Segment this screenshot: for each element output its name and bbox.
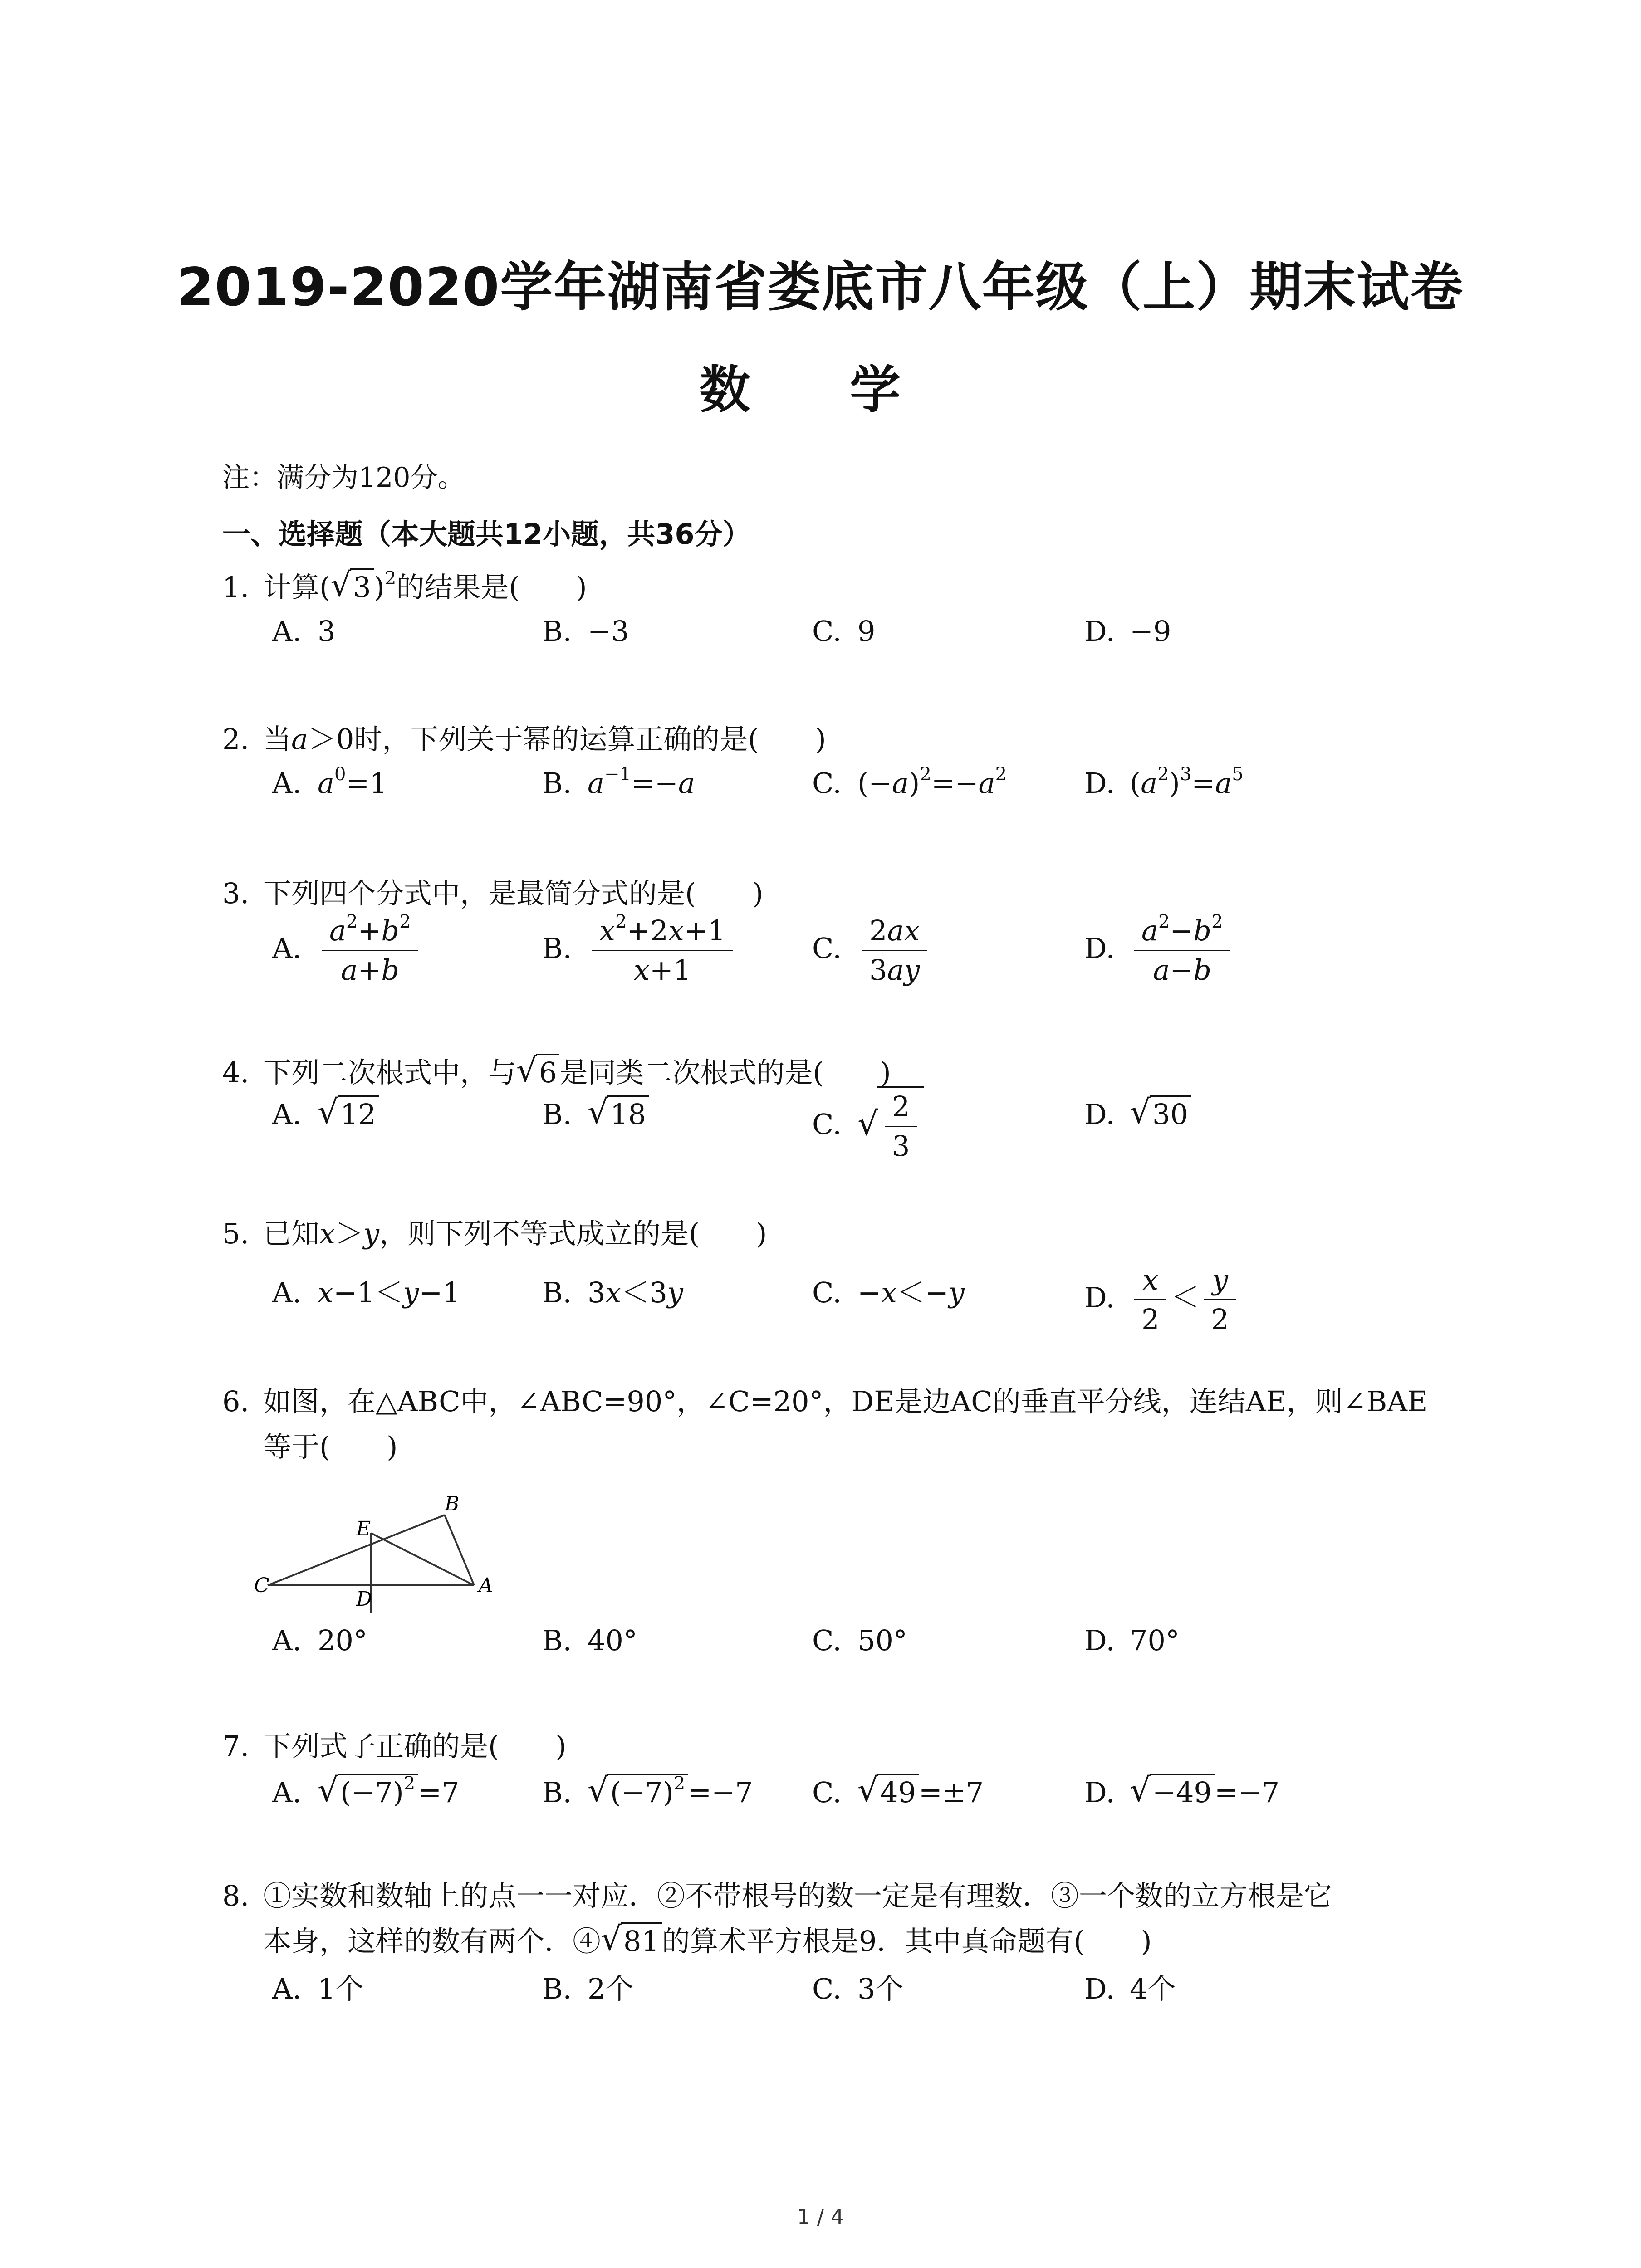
page-number: 1 / 4 bbox=[797, 2204, 844, 2229]
subject-title: 数 学 bbox=[700, 361, 941, 420]
question-6: 6. 如图，在△ABC中，∠ABC=90°，∠C=20°，DE是边AC的垂直平分线，连结AE，则∠BAE bbox=[222, 1385, 1428, 1418]
exam-title: 2019-2020学年湖南省娄底市八年级（上）期末试卷 bbox=[177, 257, 1464, 318]
question-8: 8. ①实数和数轴上的点一一对应．②不带根号的数一定是有理数．③一个数的立方根是它 bbox=[222, 1879, 1332, 1912]
sqrt-sign: √ 3 bbox=[330, 565, 373, 610]
section-heading: 一、选择题（本大题共12小题，共36分） bbox=[222, 518, 751, 551]
label-A: A bbox=[479, 1574, 493, 1597]
label-E: E bbox=[356, 1517, 371, 1540]
label-B: B bbox=[445, 1492, 460, 1515]
question-3: 3. 下列四个分式中，是最简分式的是( ) bbox=[222, 877, 764, 910]
score-note: 注：满分为120分。 bbox=[222, 462, 465, 494]
label-C: C bbox=[254, 1574, 269, 1597]
question-4: 4. 下列二次根式中，与 √ 6是同类二次根式的是( ) bbox=[222, 1050, 263, 1095]
triangle-figure bbox=[254, 1492, 508, 1628]
question-7: 7. 下列式子正确的是( ) bbox=[222, 1730, 567, 1763]
label-D: D bbox=[356, 1588, 372, 1611]
question-1: 1. 计算( √ 3)$^2$的结果是( ) bbox=[222, 565, 263, 610]
question-2: 2. 当a＞0时，下列关于幂的运算正确的是( ) bbox=[222, 723, 826, 756]
question-5: 5. 已知x＞y，则下列不等式成立的是( ) bbox=[222, 1217, 767, 1250]
